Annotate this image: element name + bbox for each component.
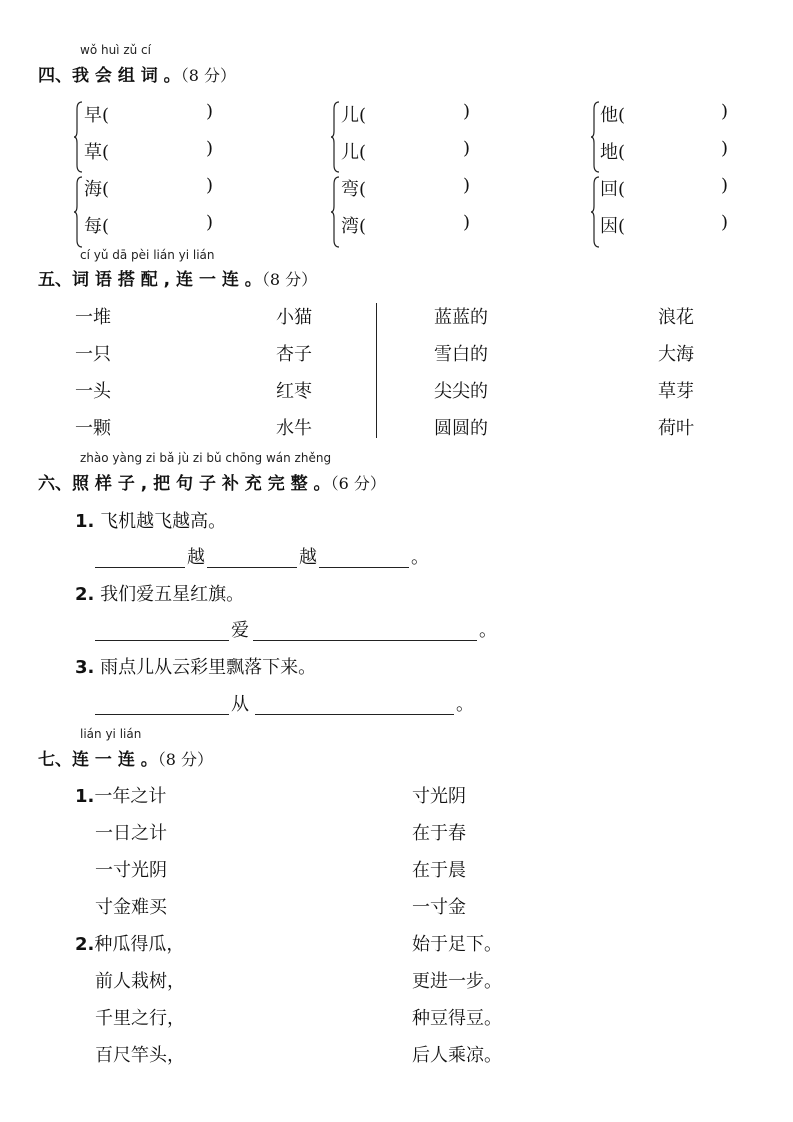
match-word: 红枣 <box>276 381 312 402</box>
match-word: 杏子 <box>276 344 312 365</box>
match-phrase: 一日之计 <box>95 823 167 844</box>
match-word: 一头 <box>75 381 111 402</box>
word-prompt: 海( <box>84 179 110 200</box>
fill-blank[interactable] <box>319 566 409 568</box>
item-number: 2. <box>75 584 95 605</box>
match-phrase: 始于足下。 <box>412 934 502 955</box>
fill-word: 越 <box>299 547 317 568</box>
fill-blank[interactable] <box>95 566 185 568</box>
match-phrase: 寸金难买 <box>95 897 167 918</box>
sec4-pinyin: wǒ huì zǔ cí <box>80 43 151 57</box>
sec5-points: （8 分） <box>261 270 318 289</box>
match-phrase: 一寸金 <box>412 897 466 918</box>
sentence-item <box>75 507 226 533</box>
fill-blank[interactable] <box>95 713 229 715</box>
match-phrase: 更进一步。 <box>412 971 502 992</box>
fill-end: 。 <box>479 620 497 641</box>
match-word: 雪白的 <box>434 344 488 365</box>
sec6-heading <box>38 469 386 494</box>
close-paren: ) <box>206 101 214 122</box>
item-number: 2. <box>75 934 95 955</box>
word-prompt: 回( <box>600 179 626 200</box>
brace-icon <box>591 101 600 173</box>
match-word: 小猫 <box>276 307 312 328</box>
match-phrase: 千里之行， <box>95 1008 185 1029</box>
brace-icon <box>331 176 340 248</box>
sentence-text: 我们爱五星红旗。 <box>100 584 245 605</box>
sec7-points: （8 分） <box>157 750 214 769</box>
close-paren: ) <box>463 175 471 196</box>
match-phrase: 种瓜得瓜， <box>94 934 185 955</box>
fill-word: 从 <box>231 694 249 715</box>
word-prompt: 儿( <box>341 142 367 163</box>
brace-icon <box>74 176 83 248</box>
close-paren: ) <box>206 138 214 159</box>
close-paren: ) <box>463 138 471 159</box>
word-prompt: 每( <box>84 216 110 237</box>
fill-blank[interactable] <box>253 639 477 641</box>
close-paren: ) <box>721 101 729 122</box>
close-paren: ) <box>721 212 729 233</box>
word-prompt: 地( <box>600 142 626 163</box>
word-prompt: 湾( <box>341 216 367 237</box>
match-word: 一只 <box>75 344 111 365</box>
match-phrase: 寸光阴 <box>412 786 466 807</box>
sec5-heading <box>38 265 317 290</box>
sec7-pinyin: lián yi lián <box>80 727 142 741</box>
match-phrase: 前人栽树， <box>95 971 185 992</box>
column-divider <box>376 303 377 438</box>
sec6-title: 六、照 样 子 , 把 句 子 补 充 完 整 。 <box>38 474 331 494</box>
word-prompt: 早( <box>84 105 110 126</box>
sentence-text: 飞机越飞越高。 <box>100 511 227 532</box>
close-paren: ) <box>721 138 729 159</box>
match-word: 大海 <box>658 344 694 365</box>
sec6-pinyin: zhào yàng zi bǎ jù zi bǔ chōng wán zhěng <box>80 451 332 465</box>
word-prompt: 儿( <box>341 105 367 126</box>
match-phrase: 百尺竿头， <box>95 1045 185 1066</box>
fill-end: 。 <box>456 694 474 715</box>
close-paren: ) <box>206 212 214 233</box>
sec5-title: 五、词 语 搭 配 , 连 一 连 。 <box>38 270 262 290</box>
match-word: 尖尖的 <box>434 381 488 402</box>
item-number: 1. <box>75 786 95 807</box>
match-word: 草芽 <box>658 381 694 402</box>
close-paren: ) <box>721 175 729 196</box>
fill-blank[interactable] <box>95 639 229 641</box>
match-item <box>75 930 184 956</box>
sentence-text: 雨点儿从云彩里飘落下来。 <box>100 657 317 678</box>
word-prompt: 因( <box>600 216 626 237</box>
word-prompt: 他( <box>600 105 626 126</box>
fill-word: 爱 <box>231 620 249 641</box>
word-prompt: 草( <box>84 142 110 163</box>
match-phrase: 种豆得豆。 <box>412 1008 502 1029</box>
item-number: 1. <box>75 511 95 532</box>
match-word: 水牛 <box>276 418 312 439</box>
sentence-item <box>75 580 244 606</box>
fill-blank[interactable] <box>255 713 454 715</box>
match-item <box>75 782 166 808</box>
item-number: 3. <box>75 657 95 678</box>
brace-icon <box>74 101 83 173</box>
sec4-points: （8 分） <box>180 66 236 85</box>
sec6-points: （6 分） <box>330 474 386 493</box>
sec7-title: 七、连 一 连 。 <box>38 750 158 770</box>
sec4-heading <box>38 61 236 86</box>
word-prompt: 弯( <box>341 179 367 200</box>
match-phrase: 在于晨 <box>412 860 466 881</box>
match-word: 浪花 <box>658 307 694 328</box>
close-paren: ) <box>463 212 471 233</box>
match-word: 荷叶 <box>658 418 694 439</box>
brace-icon <box>591 176 600 248</box>
sec4-title: 四、我 会 组 词 。 <box>38 66 181 86</box>
match-word: 蓝蓝的 <box>434 307 488 328</box>
fill-blank[interactable] <box>207 566 297 568</box>
brace-icon <box>331 101 340 173</box>
fill-end: 。 <box>411 547 429 568</box>
match-word: 圆圆的 <box>434 418 488 439</box>
match-word: 一颗 <box>75 418 111 439</box>
sec5-pinyin: cí yǔ dā pèi lián yi lián <box>80 248 215 262</box>
fill-word: 越 <box>187 547 205 568</box>
match-word: 一堆 <box>75 307 111 328</box>
match-phrase: 后人乘凉。 <box>412 1045 502 1066</box>
sentence-item <box>75 653 316 679</box>
sec7-heading <box>38 745 213 770</box>
match-phrase: 在于春 <box>412 823 466 844</box>
match-phrase: 一年之计 <box>94 786 167 807</box>
close-paren: ) <box>206 175 214 196</box>
match-phrase: 一寸光阴 <box>95 860 167 881</box>
close-paren: ) <box>463 101 471 122</box>
